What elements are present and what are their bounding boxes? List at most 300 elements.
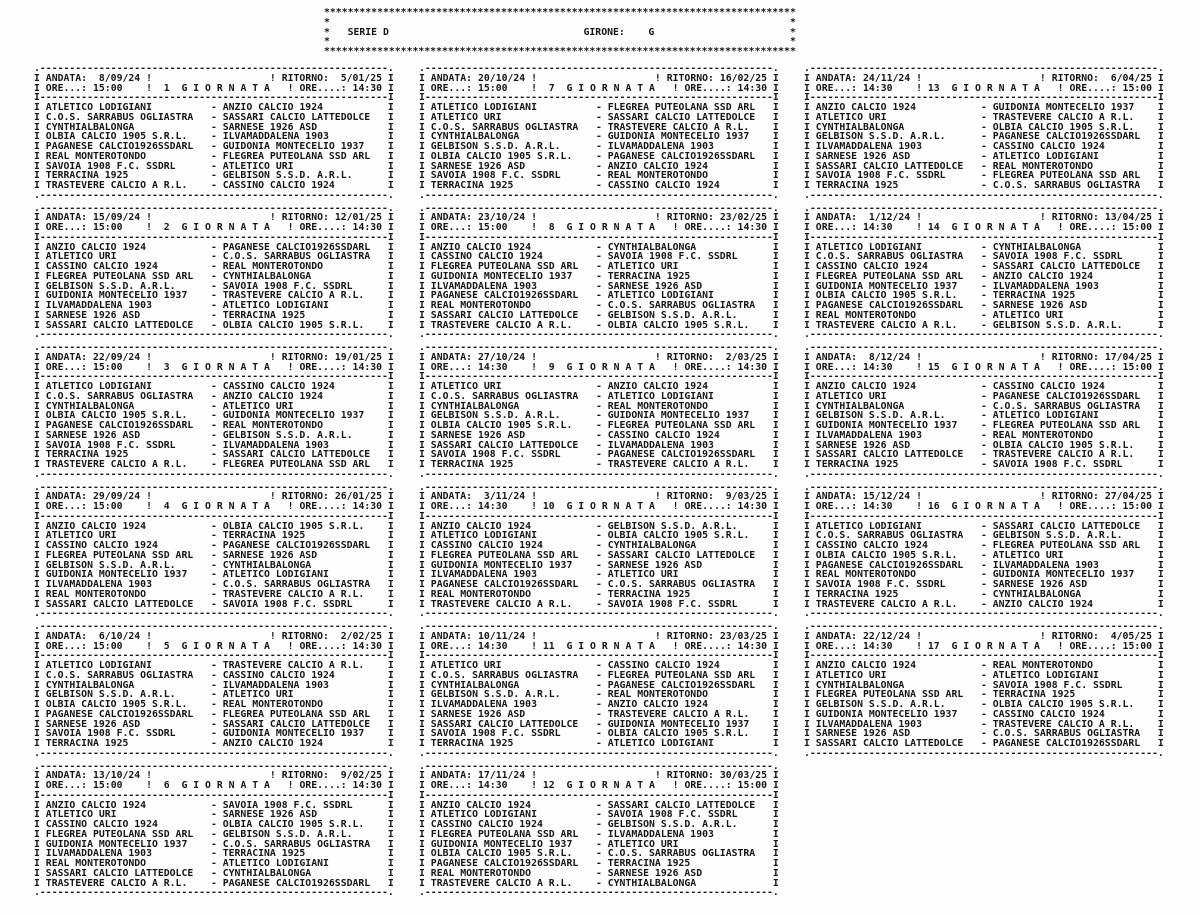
home-team: ILVAMADDALENA 1903: [45, 579, 152, 590]
away-team: FLEGREA PUTEOLANA SSD ARL: [992, 540, 1141, 551]
match-row: I SAVOIA 1908 F.C. SSDRL - GUIDONIA MONTECELIO 1937 I: [34, 728, 394, 740]
away-team: PAGANESE CALCIO1926SSDARL: [222, 540, 371, 551]
ritorno-kickoff-time: 15:00: [737, 780, 768, 791]
block-separator: I-----------------------------------------------------------I: [34, 510, 394, 522]
block-border: .-----------------------------------------------------------.: [34, 63, 394, 74]
round-header-number: I ORE...: 14:30 ! 12 G I O R N A T A ! ORE....: 15:00 I: [419, 780, 779, 791]
ritorno-date: 9/02/25: [340, 770, 382, 782]
block-separator: I-----------------------------------------------------------I: [804, 510, 1164, 522]
away-team: SASSARI CALCIO LATTEDOLCE: [607, 111, 756, 123]
home-team: CASSINO CALCIO 1924: [45, 819, 158, 830]
match-row: I FLEGREA PUTEOLANA SSD ARL - ILVAMADDALENA 1903 I: [419, 828, 779, 840]
block-separator: I-----------------------------------------------------------I: [804, 231, 1164, 243]
ore-andata-label: ORE...:: [430, 640, 473, 652]
giornata-label: G I O R N A T A: [181, 780, 270, 791]
andata-date: 6/10/24: [98, 630, 141, 642]
match-row: I ATLETICO URI - C.O.S. SARRABUS OGLIASTRA I: [34, 251, 394, 263]
match-row: I ANZIO CALCIO 1924 - PAGANESE CALCIO1926SSDARL I: [34, 241, 394, 253]
andata-label: ANDATA:: [45, 770, 88, 782]
home-team: CYNTHIALBALONGA: [45, 400, 135, 412]
home-team: ANZIO CALCIO 1924: [815, 102, 917, 113]
match-row: I CASSINO CALCIO 1924 - PAGANESE CALCIO1926SSDARL I: [34, 540, 394, 551]
home-team: CASSINO CALCIO 1924: [45, 261, 158, 272]
match-row: I ILVAMADDALENA 1903 - ATLETICO URI I: [419, 569, 779, 581]
match-row: I TERRACINA 1925 - SASSARI CALCIO LATTEDOLCE I: [34, 449, 394, 461]
away-team: REAL MONTEROTONDO: [607, 400, 709, 412]
andata-kickoff-time: 14:30: [863, 501, 893, 512]
block-border: .-----------------------------------------------------------.: [804, 189, 1164, 201]
match-row: I CASSINO CALCIO 1924 - CYNTHIALBALONGA I: [419, 540, 779, 551]
home-team: CYNTHIALBALONGA: [45, 121, 135, 133]
home-team: CYNTHIALBALONGA: [815, 400, 905, 412]
andata-date: 15/12/24: [863, 491, 911, 503]
away-team: OLBIA CALCIO 1905 S.R.L.: [992, 699, 1135, 710]
home-team: ILVAMADDALENA 1903: [430, 699, 537, 710]
andata-label: ANDATA:: [815, 72, 858, 84]
ritorno-date: 6/04/25: [1110, 72, 1152, 84]
away-team: REAL MONTEROTONDO: [607, 170, 709, 182]
away-team: GUIDONIA MONTECELIO 1937: [992, 569, 1135, 581]
away-team: ANZIO CALCIO 1924: [992, 598, 1094, 610]
giornata-15-block: [804, 343, 1166, 480]
match-row: I TRASTEVERE CALCIO A R.L. - CASSINO CALCIO 1924 I: [34, 180, 394, 191]
match-row: I GELBISON S.S.D. A.R.L. - ATLETICO LODIGIANI I: [804, 410, 1164, 422]
match-row: I SASSARI CALCIO LATTEDOLCE - TRASTEVERE CALCIO A R.L. I: [804, 449, 1164, 461]
home-team: FLEGREA PUTEOLANA SSD ARL: [45, 270, 194, 282]
round-header-dates: I ANDATA: 17/11/24 ! ! RITORNO: 30/03/25 I: [419, 770, 779, 782]
away-team: TERRACINA 1925: [992, 290, 1076, 302]
ritorno-label: RITORNO:: [281, 351, 329, 363]
home-team: ANZIO CALCIO 1924: [45, 799, 147, 811]
match-row: I TERRACINA 1925 - GELBISON S.S.D. A.R.L. I: [34, 170, 394, 182]
giornata-17-block: [804, 622, 1166, 759]
match-row: I ILVAMADDALENA 1903 - TERRACINA 1925 I: [34, 848, 394, 860]
ritorno-label: RITORNO:: [281, 630, 329, 642]
fixture-column-3: [804, 64, 1166, 901]
andata-label: ANDATA:: [815, 351, 858, 363]
giornata-5-block: [34, 622, 396, 759]
ritorno-kickoff-time: 14:30: [352, 222, 383, 233]
away-team: C.O.S. SARRABUS OGLIASTRA: [607, 300, 756, 311]
match-row: I TERRACINA 1925 - ANZIO CALCIO 1924 I: [34, 738, 394, 749]
match-row: I SAVOIA 1908 F.C. SSDRL - OLBIA CALCIO 1905 S.R.L. I: [419, 728, 779, 740]
home-team: CASSINO CALCIO 1924: [815, 261, 928, 272]
away-team: SASSARI CALCIO LATTEDOLCE: [992, 261, 1141, 272]
home-team: SARNESE 1926 ASD: [45, 718, 141, 730]
home-team: TRASTEVERE CALCIO A R.L.: [45, 877, 188, 889]
away-team: ATLETICO LODIGIANI: [992, 669, 1099, 681]
home-team: C.O.S. SARRABUS OGLIASTRA: [815, 251, 964, 263]
andata-date: 3/11/24: [483, 491, 526, 503]
away-team: OLBIA CALCIO 1905 S.R.L.: [992, 439, 1135, 451]
match-row: I TRASTEVERE CALCIO A R.L. - ANZIO CALCIO 1924 I: [804, 598, 1164, 610]
away-team: SARNESE 1926 ASD: [222, 121, 318, 133]
giornata-label: G I O R N A T A: [181, 361, 270, 373]
giornata-label: G I O R N A T A: [566, 222, 655, 233]
match-row: I ATLETICO URI - TERRACINA 1925 I: [34, 530, 394, 542]
home-team: CASSINO CALCIO 1924: [430, 819, 543, 830]
giornata-14-block: [804, 204, 1166, 341]
away-team: REAL MONTEROTONDO: [992, 160, 1094, 172]
match-row: I REAL MONTEROTONDO - ATLETICO LODIGIANI I: [34, 858, 394, 869]
match-row: I ILVAMADDALENA 1903 - SARNESE 1926 ASD I: [419, 280, 779, 292]
ritorno-kickoff-time: 14:30: [352, 361, 383, 373]
match-row: I OLBIA CALCIO 1905 S.R.L. - REAL MONTEROTONDO I: [34, 699, 394, 710]
giornata-label: G I O R N A T A: [566, 361, 655, 373]
ritorno-label: RITORNO:: [281, 72, 329, 84]
andata-date: 8/09/24: [98, 72, 141, 84]
away-team: GUIDONIA MONTECELIO 1937: [222, 141, 365, 152]
ritorno-kickoff-time: 14:30: [352, 501, 383, 512]
ore-ritorno-label: ORE....:: [299, 361, 347, 373]
away-team: C.O.S. SARRABUS OGLIASTRA: [222, 251, 371, 263]
block-border: .-----------------------------------------------------------.: [804, 342, 1164, 353]
away-team: ATLETICO LODIGIANI: [992, 150, 1099, 162]
ore-ritorno-label: ORE....:: [1069, 361, 1117, 373]
away-team: GELBISON S.S.D. A.R.L.: [992, 319, 1123, 331]
away-team: ANZIO CALCIO 1924: [992, 270, 1094, 282]
ritorno-date: 13/04/25: [1104, 212, 1153, 224]
round-number: 15: [927, 361, 940, 373]
home-team: C.O.S. SARRABUS OGLIASTRA: [430, 669, 579, 681]
round-number: 12: [542, 780, 555, 791]
round-number: 2: [163, 222, 170, 233]
giornata-4-block: [34, 483, 396, 620]
away-team: TERRACINA 1925: [607, 588, 691, 600]
away-team: REAL MONTEROTONDO: [607, 689, 709, 701]
match-row: I TRASTEVERE CALCIO A R.L. - FLEGREA PUTEOLANA SSD ARL I: [34, 459, 394, 470]
away-team: ILVAMADDALENA 1903: [607, 439, 714, 451]
match-row: I CASSINO CALCIO 1924 - GELBISON S.S.D. A.R.L. I: [419, 819, 779, 830]
away-team: PAGANESE CALCIO1926SSDARL: [222, 877, 371, 889]
away-team: ATLETICO URI: [992, 549, 1064, 561]
block-separator: I-----------------------------------------------------------I: [804, 92, 1164, 104]
away-team: OLBIA CALCIO 1905 S.R.L.: [222, 319, 365, 331]
away-team: ANZIO CALCIO 1924: [607, 699, 709, 710]
away-team: GUIDONIA MONTECELIO 1937: [222, 728, 365, 740]
match-row: I ATLETICO URI - ANZIO CALCIO 1924 I: [419, 381, 779, 392]
round-header-number: I ORE...: 14:30 ! 14 G I O R N A T A ! ORE....: 15:00 I: [804, 222, 1164, 233]
match-row: I GUIDONIA MONTECELIO 1937 - TRASTEVERE CALCIO A R.L. I: [34, 290, 394, 302]
away-team: C.O.S. SARRABUS OGLIASTRA: [992, 400, 1141, 412]
home-team: ILVAMADDALENA 1903: [430, 280, 537, 292]
match-row: I FLEGREA PUTEOLANA SSD ARL - SASSARI CALCIO LATTEDOLCE I: [419, 549, 779, 561]
match-row: I ANZIO CALCIO 1924 - GUIDONIA MONTECELIO 1937 I: [804, 102, 1164, 113]
away-team: CYNTHIALBALONGA: [222, 559, 312, 571]
round-header-dates: I ANDATA: 6/10/24 ! ! RITORNO: 2/02/25 I: [34, 630, 394, 642]
ritorno-date: 26/01/25: [334, 491, 383, 503]
andata-date: 29/09/24: [93, 491, 141, 503]
match-row: I PAGANESE CALCIO1926SSDARL - REAL MONTEROTONDO I: [34, 420, 394, 431]
home-team: C.O.S. SARRABUS OGLIASTRA: [815, 530, 964, 542]
round-number: 13: [927, 82, 940, 94]
home-team: ILVAMADDALENA 1903: [45, 300, 152, 311]
andata-date: 20/10/24: [478, 72, 526, 84]
home-team: REAL MONTEROTONDO: [815, 309, 917, 321]
home-team: TERRACINA 1925: [45, 170, 129, 182]
away-team: TRASTEVERE CALCIO A R.L.: [607, 708, 750, 720]
home-team: ATLETICO LODIGIANI: [430, 809, 537, 821]
masthead-title-line: * SERIE D GIRONE: G *: [324, 26, 796, 38]
block-separator: I-----------------------------------------------------------I: [34, 371, 394, 383]
home-team: C.O.S. SARRABUS OGLIASTRA: [430, 121, 579, 133]
ritorno-kickoff-time: 15:00: [1122, 82, 1153, 94]
away-team: ANZIO CALCIO 1924: [607, 160, 709, 172]
away-team: ATLETICO LODIGIANI: [992, 410, 1099, 422]
match-row: I PAGANESE CALCIO1926SSDARL - TERRACINA 1925 I: [419, 858, 779, 869]
home-team: TERRACINA 1925: [430, 738, 514, 749]
ritorno-kickoff-time: 14:30: [737, 222, 768, 233]
block-border: .-----------------------------------------------------------.: [804, 329, 1164, 341]
match-row: I GELBISON S.S.D. A.R.L. - GUIDONIA MONTECELIO 1937 I: [419, 410, 779, 422]
away-team: SASSARI CALCIO LATTEDOLCE: [992, 520, 1141, 532]
andata-label: ANDATA:: [430, 491, 473, 503]
away-team: OLBIA CALCIO 1905 S.R.L.: [992, 121, 1135, 133]
match-row: I ANZIO CALCIO 1924 - REAL MONTEROTONDO I: [804, 660, 1164, 671]
away-team: SAVOIA 1908 F.C. SSDRL: [992, 459, 1123, 470]
home-team: PAGANESE CALCIO1926SSDARL: [45, 141, 194, 152]
match-row: I ANZIO CALCIO 1924 - CYNTHIALBALONGA I: [419, 241, 779, 253]
round-header-number: I ORE...: 15:00 ! 2 G I O R N A T A ! ORE....: 14:30 I: [34, 222, 394, 233]
match-row: I REAL MONTEROTONDO - GUIDONIA MONTECELIO 1937 I: [804, 569, 1164, 581]
home-team: PAGANESE CALCIO1926SSDARL: [45, 420, 194, 431]
away-team: C.O.S. SARRABUS OGLIASTRA: [607, 579, 756, 590]
andata-date: 10/11/24: [478, 630, 526, 642]
round-number: 6: [163, 780, 170, 791]
home-team: GUIDONIA MONTECELIO 1937: [815, 280, 958, 292]
match-row: I C.O.S. SARRABUS OGLIASTRA - TRASTEVERE CALCIO A R.L. I: [419, 121, 779, 133]
away-team: FLEGREA PUTEOLANA SSD ARL: [992, 170, 1141, 182]
home-team: OLBIA CALCIO 1905 S.R.L.: [815, 290, 958, 302]
block-border: .-----------------------------------------------------------.: [419, 621, 779, 632]
away-team: ANZIO CALCIO 1924: [222, 738, 324, 749]
match-row: I SASSARI CALCIO LATTEDOLCE - CYNTHIALBALONGA I: [34, 867, 394, 879]
match-row: I ILVAMADDALENA 1903 - TRASTEVERE CALCIO A R.L. I: [804, 718, 1164, 730]
andata-kickoff-time: 15:00: [93, 222, 123, 233]
home-team: GELBISON S.S.D. A.R.L.: [45, 280, 176, 292]
andata-kickoff-time: 15:00: [93, 501, 123, 512]
ritorno-kickoff-time: 14:30: [352, 640, 383, 652]
block-separator: I-----------------------------------------------------------I: [419, 231, 779, 243]
away-team: REAL MONTEROTONDO: [222, 699, 324, 710]
home-team: REAL MONTEROTONDO: [45, 588, 147, 600]
away-team: C.O.S. SARRABUS OGLIASTRA: [222, 838, 371, 850]
home-team: GUIDONIA MONTECELIO 1937: [430, 270, 573, 282]
andata-kickoff-time: 14:30: [863, 82, 893, 94]
away-team: TERRACINA 1925: [607, 270, 691, 282]
ritorno-label: RITORNO:: [1051, 212, 1099, 224]
ritorno-date: 17/04/25: [1104, 351, 1153, 363]
block-border: .-----------------------------------------------------------.: [419, 887, 779, 899]
away-team: C.O.S. SARRABUS OGLIASTRA: [222, 579, 371, 590]
away-team: ILVAMADDALENA 1903: [992, 559, 1099, 571]
round-number: 5: [163, 640, 170, 652]
away-team: REAL MONTEROTONDO: [222, 261, 324, 272]
away-team: SARNESE 1926 ASD: [607, 280, 703, 292]
match-row: I REAL MONTEROTONDO - C.O.S. SARRABUS OGLIASTRA I: [419, 300, 779, 311]
away-team: PAGANESE CALCIO1926SSDARL: [607, 679, 756, 691]
ore-andata-label: ORE...:: [45, 501, 88, 512]
home-team: ILVAMADDALENA 1903: [815, 429, 922, 441]
home-team: GUIDONIA MONTECELIO 1937: [45, 290, 188, 302]
match-row: I CASSINO CALCIO 1924 - OLBIA CALCIO 1905 S.R.L. I: [34, 819, 394, 830]
away-team: GELBISON S.S.D. A.R.L.: [992, 530, 1123, 542]
away-team: GELBISON S.S.D. A.R.L.: [222, 170, 353, 182]
round-header-number: I ORE...: 14:30 ! 16 G I O R N A T A ! ORE....: 15:00 I: [804, 501, 1164, 512]
ore-ritorno-label: ORE....:: [299, 501, 347, 512]
match-row: I OLBIA CALCIO 1905 S.R.L. - ILVAMADDALENA 1903 I: [34, 131, 394, 143]
away-team: PAGANESE CALCIO1926SSDARL: [992, 390, 1141, 402]
away-team: ILVAMADDALENA 1903: [222, 131, 329, 143]
match-row: I FLEGREA PUTEOLANA SSD ARL - SARNESE 1926 ASD I: [34, 549, 394, 561]
round-header-number: I ORE...: 15:00 ! 8 G I O R N A T A ! ORE....: 14:30 I: [419, 222, 779, 233]
ritorno-date: 16/02/25: [719, 72, 768, 84]
away-team: OLBIA CALCIO 1905 S.R.L.: [607, 728, 750, 740]
match-row: I FLEGREA PUTEOLANA SSD ARL - ANZIO CALCIO 1924 I: [804, 270, 1164, 282]
away-team: TRASTEVERE CALCIO A R.L.: [992, 111, 1135, 123]
away-team: OLBIA CALCIO 1905 S.R.L.: [607, 530, 750, 542]
round-header-dates: I ANDATA: 22/09/24 ! ! RITORNO: 19/01/25 I: [34, 351, 394, 363]
giornata-label: G I O R N A T A: [951, 222, 1040, 233]
home-team: FLEGREA PUTEOLANA SSD ARL: [430, 828, 579, 840]
away-team: ILVAMADDALENA 1903: [607, 141, 714, 152]
home-team: PAGANESE CALCIO1926SSDARL: [815, 559, 964, 571]
away-team: FLEGREA PUTEOLANA SSD ARL: [607, 102, 756, 113]
round-number: 11: [542, 640, 555, 652]
match-row: I CYNTHIALBALONGA - REAL MONTEROTONDO I: [419, 400, 779, 412]
away-team: CASSINO CALCIO 1924: [992, 708, 1105, 720]
away-team: SASSARI CALCIO LATTEDOLCE: [607, 549, 756, 561]
andata-date: 27/10/24: [478, 351, 526, 363]
block-border: .-----------------------------------------------------------.: [34, 468, 394, 480]
match-row: I SARNESE 1926 ASD - OLBIA CALCIO 1905 S.R.L. I: [804, 439, 1164, 451]
away-team: SAVOIA 1908 F.C. SSDRL: [992, 679, 1123, 691]
ritorno-date: 23/02/25: [719, 212, 768, 224]
ritorno-date: 9/03/25: [725, 491, 767, 503]
away-team: CASSINO CALCIO 1924: [222, 669, 335, 681]
round-header-dates: I ANDATA: 27/10/24 ! ! RITORNO: 2/03/25 I: [419, 351, 779, 363]
andata-kickoff-time: 15:00: [93, 361, 123, 373]
andata-kickoff-time: 15:00: [93, 780, 123, 791]
away-team: SAVOIA 1908 F.C. SSDRL: [607, 598, 738, 610]
giornata-9-block: [419, 343, 781, 480]
away-team: GUIDONIA MONTECELIO 1937: [222, 410, 365, 422]
match-row: I ATLETICO URI - ATLETICO LODIGIANI I: [804, 669, 1164, 681]
andata-date: 1/12/24: [868, 212, 911, 224]
andata-label: ANDATA:: [430, 351, 473, 363]
round-header-number: I ORE...: 15:00 ! 7 G I O R N A T A ! ORE....: 14:30 I: [419, 82, 779, 94]
giornata-13-block: [804, 64, 1166, 201]
ore-andata-label: ORE...:: [45, 780, 88, 791]
round-header-number: I ORE...: 15:00 ! 4 G I O R N A T A ! ORE....: 14:30 I: [34, 501, 394, 512]
andata-label: ANDATA:: [815, 630, 858, 642]
home-team: ATLETICO URI: [45, 251, 117, 263]
home-team: GELBISON S.S.D. A.R.L.: [45, 559, 176, 571]
away-team: SASSARI CALCIO LATTEDOLCE: [607, 799, 756, 811]
away-team: FLEGREA PUTEOLANA SSD ARL: [222, 459, 371, 470]
andata-label: ANDATA:: [45, 351, 88, 363]
match-row: I SAVOIA 1908 F.C. SSDRL - FLEGREA PUTEOLANA SSD ARL I: [804, 170, 1164, 182]
match-row: I GUIDONIA MONTECELIO 1937 - ATLETICO URI I: [419, 838, 779, 850]
ore-andata-label: ORE...:: [45, 82, 88, 94]
away-team: GELBISON S.S.D. A.R.L.: [607, 819, 738, 830]
match-row: I ATLETICO URI - SASSARI CALCIO LATTEDOLCE I: [419, 111, 779, 123]
away-team: FLEGREA PUTEOLANA SSD ARL: [607, 669, 756, 681]
block-border: .-----------------------------------------------------------.: [34, 481, 394, 493]
giornata-label: G I O R N A T A: [951, 640, 1040, 652]
home-team: ILVAMADDALENA 1903: [815, 141, 922, 152]
home-team: OLBIA CALCIO 1905 S.R.L.: [815, 549, 958, 561]
andata-label: ANDATA:: [45, 491, 88, 503]
away-team: GUIDONIA MONTECELIO 1937: [607, 131, 750, 143]
home-team: CASSINO CALCIO 1924: [45, 540, 158, 551]
match-row: I ATLETICO LODIGIANI - OLBIA CALCIO 1905 S.R.L. I: [419, 530, 779, 542]
away-team: SARNESE 1926 ASD: [607, 559, 703, 571]
match-row: I CYNTHIALBALONGA - OLBIA CALCIO 1905 S.R.L. I: [804, 121, 1164, 133]
block-separator: I-----------------------------------------------------------I: [419, 650, 779, 662]
away-team: REAL MONTEROTONDO: [992, 429, 1094, 441]
block-separator: I-----------------------------------------------------------I: [419, 92, 779, 104]
home-team: GUIDONIA MONTECELIO 1937: [815, 708, 958, 720]
away-team: OLBIA CALCIO 1905 S.R.L.: [222, 819, 365, 830]
match-row: I SAVOIA 1908 F.C. SSDRL - ATLETICO URI I: [34, 160, 394, 172]
round-header-dates: I ANDATA: 8/09/24 ! ! RITORNO: 5/01/25 I: [34, 72, 394, 84]
block-border: .-----------------------------------------------------------.: [34, 887, 394, 899]
match-row: I SARNESE 1926 ASD - CASSINO CALCIO 1924 I: [419, 429, 779, 441]
match-row: I PAGANESE CALCIO1926SSDARL - GUIDONIA MONTECELIO 1937 I: [34, 141, 394, 152]
match-row: I TRASTEVERE CALCIO A R.L. - GELBISON S.S.D. A.R.L. I: [804, 319, 1164, 331]
andata-label: ANDATA:: [430, 212, 473, 224]
match-row: I GELBISON S.S.D. A.R.L. - ILVAMADDALENA 1903 I: [419, 141, 779, 152]
match-row: I ANZIO CALCIO 1924 - GELBISON S.S.D. A.R.L. I: [419, 520, 779, 532]
match-row: I TERRACINA 1925 - SAVOIA 1908 F.C. SSDRL I: [804, 459, 1164, 470]
match-row: I SASSARI CALCIO LATTEDOLCE - GUIDONIA MONTECELIO 1937 I: [419, 718, 779, 730]
home-team: ATLETICO LODIGIANI: [45, 102, 152, 113]
ritorno-date: 5/01/25: [340, 72, 382, 84]
match-row: I CYNTHIALBALONGA - C.O.S. SARRABUS OGLIASTRA I: [804, 400, 1164, 412]
match-row: I GUIDONIA MONTECELIO 1937 - TERRACINA 1925 I: [419, 270, 779, 282]
home-team: ANZIO CALCIO 1924: [430, 241, 532, 253]
round-header-dates: I ANDATA: 29/09/24 ! ! RITORNO: 26/01/25 I: [34, 491, 394, 503]
ritorno-label: RITORNO:: [666, 212, 714, 224]
ritorno-kickoff-time: 14:30: [352, 780, 383, 791]
round-header-number: I ORE...: 15:00 ! 5 G I O R N A T A ! ORE....: 14:30 I: [34, 640, 394, 652]
home-team: OLBIA CALCIO 1905 S.R.L.: [45, 699, 188, 710]
block-border: .-----------------------------------------------------------.: [804, 481, 1164, 493]
match-row: I PAGANESE CALCIO1926SSDARL - ILVAMADDALENA 1903 I: [804, 559, 1164, 571]
home-team: SASSARI CALCIO LATTEDOLCE: [815, 738, 964, 749]
match-row: I SARNESE 1926 ASD - ATLETICO LODIGIANI I: [804, 150, 1164, 162]
away-team: ILVAMADDALENA 1903: [992, 280, 1099, 292]
match-row: I GUIDONIA MONTECELIO 1937 - FLEGREA PUTEOLANA SSD ARL I: [804, 420, 1164, 431]
home-team: TRASTEVERE CALCIO A R.L.: [45, 459, 188, 470]
home-team: SARNESE 1926 ASD: [45, 309, 141, 321]
ore-ritorno-label: ORE....:: [1069, 501, 1117, 512]
round-header-dates: I ANDATA: 13/10/24 ! ! RITORNO: 9/02/25 I: [34, 770, 394, 782]
home-team: SAVOIA 1908 F.C. SSDRL: [430, 170, 561, 182]
andata-date: 23/10/24: [478, 212, 526, 224]
home-team: CYNTHIALBALONGA: [815, 679, 905, 691]
league-title: SERIE D: [347, 26, 389, 38]
home-team: OLBIA CALCIO 1905 S.R.L.: [45, 410, 188, 422]
away-team: SAVOIA 1908 F.C. SSDRL: [222, 280, 353, 292]
masthead-blank: * *: [324, 36, 796, 48]
away-team: SARNESE 1926 ASD: [222, 809, 318, 821]
home-team: GELBISON S.S.D. A.R.L.: [815, 131, 946, 143]
match-row: I SASSARI CALCIO LATTEDOLCE - PAGANESE CALCIO1926SSDARL I: [804, 738, 1164, 749]
block-border: .-----------------------------------------------------------.: [34, 608, 394, 620]
match-row: I TRASTEVERE CALCIO A R.L. - PAGANESE CALCIO1926SSDARL I: [34, 877, 394, 889]
